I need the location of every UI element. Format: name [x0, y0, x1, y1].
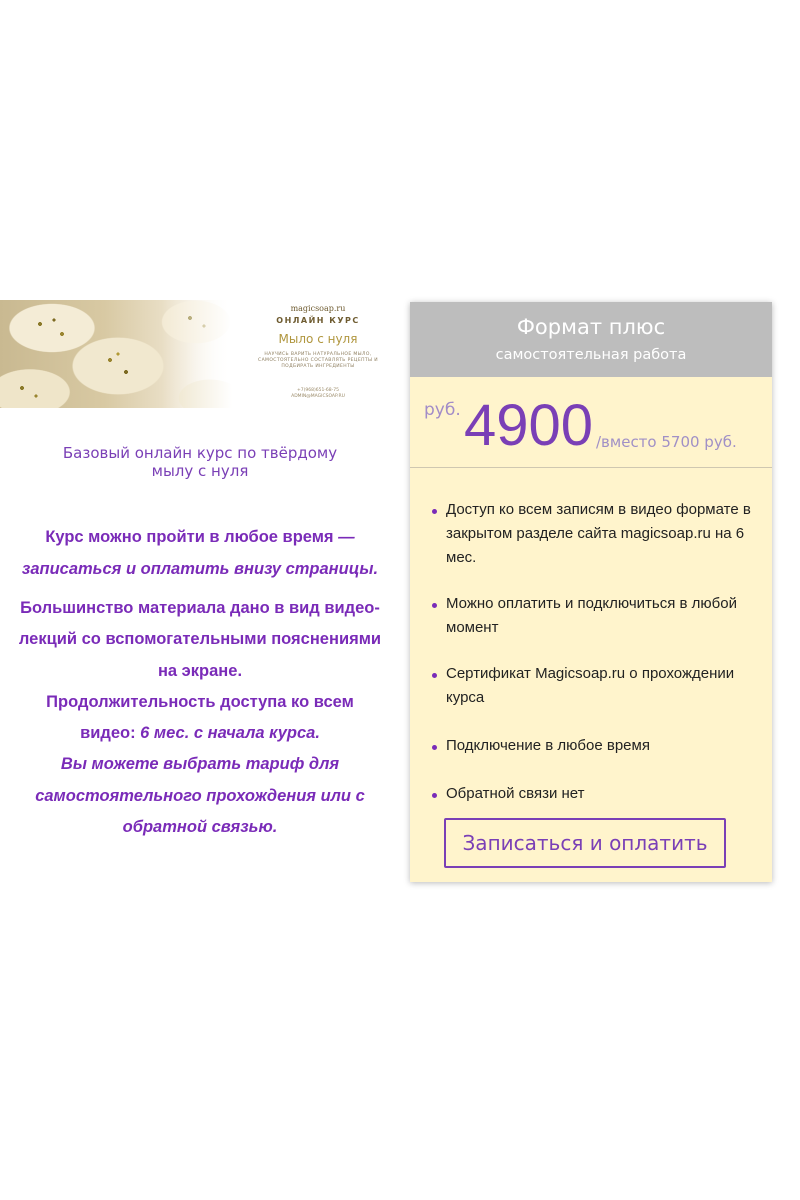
banner-phone: +7(968)651-68-75: [296, 388, 340, 393]
price-currency: руб.: [424, 400, 461, 420]
enroll-paragraph: [18, 522, 382, 585]
access-duration-text: Продолжительность доступа ко всем видео:: [46, 692, 354, 743]
banner-site: magicsoap.ru: [290, 304, 346, 313]
banner-course-label: ОНЛАЙН КУРС: [276, 316, 360, 325]
pricing-card: [410, 302, 772, 882]
banner-title: Мыло с нуля: [278, 332, 358, 346]
subtitle-line-2: мылу с нуля: [151, 462, 249, 480]
tariff-choice-text: Вы можете выбрать тариф для самостоятельного прохождения или с обратной связью.: [35, 755, 365, 837]
enroll-note: — записаться и оплатить внизу страницы.: [21, 528, 379, 578]
course-description: [18, 522, 382, 843]
feature-item: Подключение в любое время: [430, 734, 760, 758]
feature-item: Сертификат Magicsoap.ru о прохождении курса: [430, 662, 760, 710]
enroll-pay-button[interactable]: Записаться и оплатить: [444, 818, 726, 868]
video-lectures-text: Большинство материала дано в вид видео-лекций со вспомогательными пояснениями на экране.: [18, 599, 382, 680]
course-subtitle: [20, 444, 380, 480]
info-paragraph: [18, 593, 382, 843]
feature-item: Можно оплатить и подключиться в любой момент: [430, 592, 760, 640]
price-value: 4900: [464, 393, 594, 458]
banner-text: [238, 300, 398, 408]
price-row: [410, 378, 772, 466]
soap-photo: [0, 300, 232, 408]
course-banner: [0, 300, 400, 408]
anytime-text: Курс можно пройти в любое время: [45, 528, 334, 546]
banner-email: ADMIN@MAGICSOAP.RU: [291, 394, 345, 399]
banner-contacts: [238, 388, 398, 400]
subtitle-line-1: Базовый онлайн курс по твёрдому: [62, 444, 338, 462]
feature-item: Обратной связи нет: [430, 782, 760, 806]
banner-description: НАУЧИСЬ ВАРИТЬ НАТУРАЛЬНОЕ МЫЛО, САМОСТОЯТЕЛЬНО СОСТАВЛЯТЬ РЕЦЕПТЫ И ПОДБИРАТЬ ИНГРЕДИЕНТЫ: [258, 352, 378, 369]
access-duration-value: 6 мес. с начала курса.: [140, 724, 320, 743]
plan-subtitle: самостоятельная работа: [495, 347, 687, 363]
feature-item: Доступ ко всем записям в видео формате в закрытом разделе сайта magicsoap.ru на 6 мес.: [430, 498, 760, 570]
pricing-card-header: [410, 302, 772, 377]
plan-title: Формат плюс: [516, 315, 666, 339]
old-price: /вместо 5700 руб.: [596, 433, 737, 451]
price-divider: [410, 467, 772, 468]
feature-list: [430, 498, 760, 806]
